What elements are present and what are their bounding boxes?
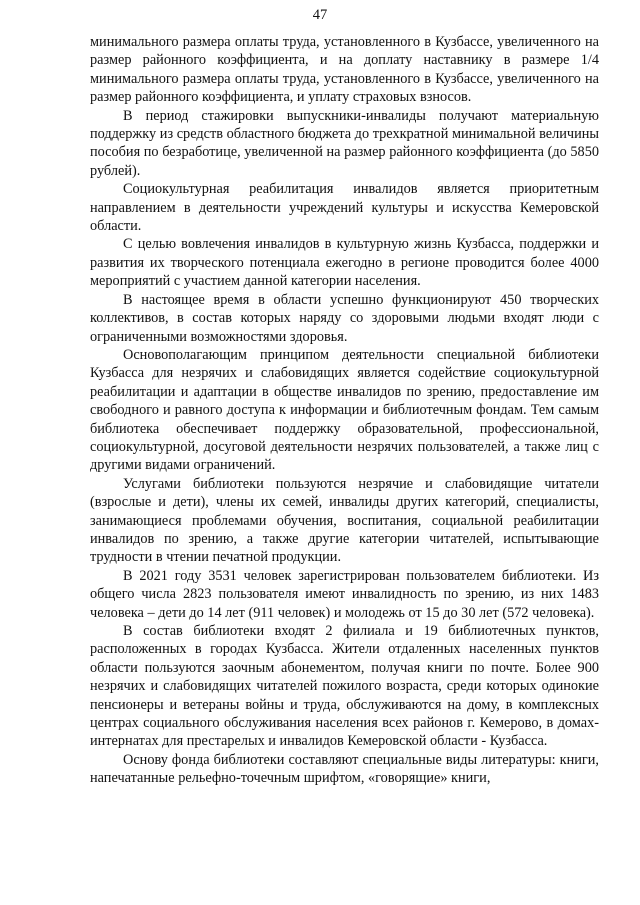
paragraph: В период стажировки выпускники-инвалиды получают материальную поддержку из средств областного бюджета до трехкратной минимальной величины пособия по безработице, увеличенной на размер районного коэффициента (до 5850 рублей).: [90, 107, 599, 179]
paragraph: В 2021 году 3531 человек зарегистрирован пользователем библиотеки. Из общего числа 2823 пользователя имеют инвалидность по зрению, из них 1483 человека – дети до 14 лет (911 человек) и молодежь от 15 до 30 лет (572 человека).: [90, 567, 599, 621]
page-number: 47: [312, 7, 328, 23]
paragraph: Основополагающим принципом деятельности специальной библиотеки Кузбасса для незрячих и слабовидящих является содействие социокультурной реабилитации и адаптации в обществе инвалидов по зрению, предоставление им свободного и равного доступа к информации и библиотечным фондам. Тем самым библиотека обеспечивает поддержку образовательной, профессиональной, социокультурной, досуговой деятельности незрячих пользователей, а также лиц с другими видами ограничений.: [90, 346, 599, 474]
paragraph: В настоящее время в области успешно функционируют 450 творческих коллективов, в состав которых наряду со здоровыми людьми входят люди с ограниченными возможностями здоровья.: [90, 291, 599, 345]
paragraph-continued: минимального размера оплаты труда, установленного в Кузбассе, увеличенного на размер районного коэффициента, и на доплату наставнику в размере 1/4 минимального размера оплаты труда, установленного в Кузбассе, увеличенного на размер районного коэффициента, и уплату страховых взносов.: [90, 34, 599, 106]
paragraph: Основу фонда библиотеки составляют специальные виды литературы: книги, напечатанные рельефно-точечным шрифтом, «говорящие» книги,: [90, 751, 599, 787]
paragraph: Социокультурная реабилитация инвалидов является приоритетным направлением в деятельности учреждений культуры и искусства Кемеровской области.: [90, 181, 599, 235]
paragraph: Услугами библиотеки пользуются незрячие и слабовидящие читатели (взрослые и дети), члены их семей, инвалиды других категорий, специалисты, занимающиеся проблемами обучения, воспитания, социальной реабилитации инвалидов по зрению, а также другие категории читателей, испытывающие трудности в чтении печатной продукции.: [90, 475, 599, 566]
paragraph: С целью вовлечения инвалидов в культурную жизнь Кузбасса, поддержки и развития их творческого потенциала ежегодно в регионе проводится более 4000 мероприятий с участием данной категории населения.: [90, 236, 599, 290]
page-body: [90, 33, 599, 788]
paragraph: В состав библиотеки входят 2 филиала и 19 библиотечных пунктов, расположенных в городах Кузбасса. Жители отдаленных населенных пунктов области пользуются заочным абонементом, получая книги по почте. Более 900 незрячих и слабовидящих читателей пожилого возраста, среди которых одинокие пенсионеры и ветераны войны и труда, обслуживаются на дому, в комплексных центрах социального обслуживания населения всех районов г. Кемерово, в домах-интернатах для престарелых и инвалидов Кемеровской области - Кузбасса.: [90, 623, 599, 750]
